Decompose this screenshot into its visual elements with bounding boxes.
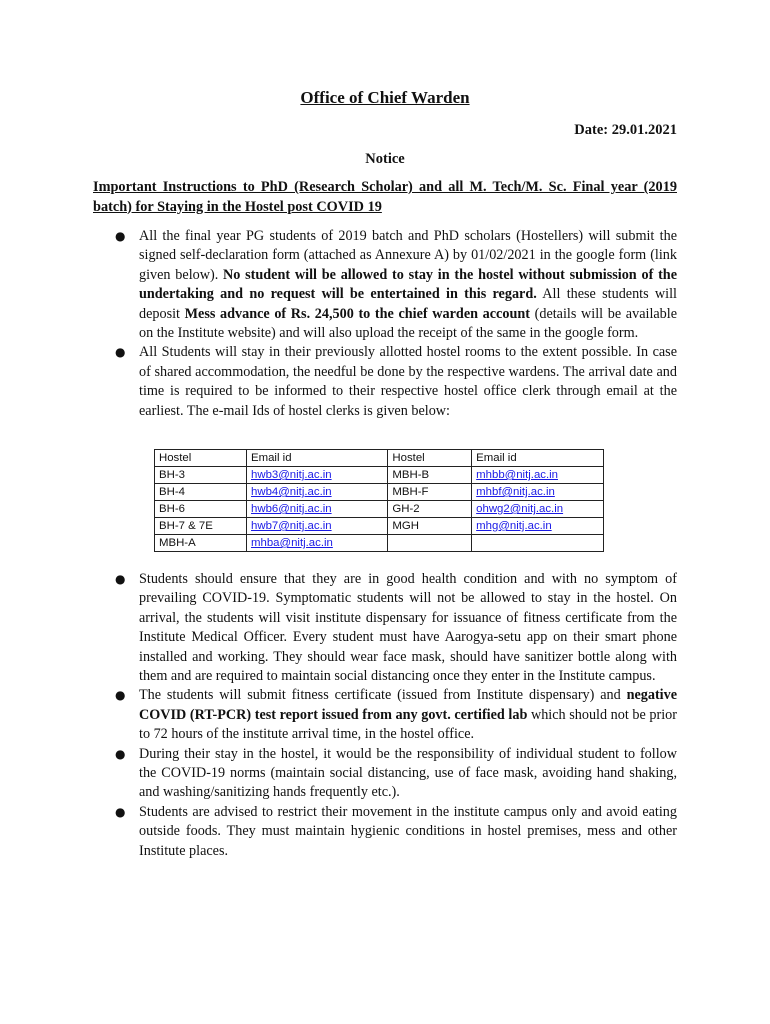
hostel-name: BH-6 [155,501,247,518]
instruction-text: (details will be available on the Institute website) and will also upload the receipt of the same in the google form. [139,305,678,342]
office-title: Office of Chief Warden [300,88,470,107]
instruction-text: All these students will deposit [139,286,677,322]
table-header-cell: Email id [472,450,604,467]
table-row [155,467,604,484]
table-row [155,484,604,501]
instruction-item [93,686,677,744]
table-header-row [155,450,604,467]
hostel-name: MBH-F [388,484,472,501]
instruction-text: During their stay in the hostel, it would be the responsibility of individual student to follow the COVID-19 norms (maintain social distancing, use of face mask, avoiding hand shaking, and washing/sanitizing hands frequently etc.). [139,745,677,801]
table-header-cell: Hostel [388,450,472,467]
bullet-icon: ● [115,746,126,761]
email-link[interactable]: mhbb@nitj.ac.in [476,469,558,481]
email-link[interactable]: hwb7@nitj.ac.in [251,520,332,532]
table-row [155,535,604,552]
hostel-name [388,535,472,552]
notice-heading: Notice [365,151,405,167]
email-link[interactable]: mhg@nitj.ac.in [476,520,552,532]
email-link[interactable]: hwb4@nitj.ac.in [251,486,332,498]
table-header-cell: Email id [247,450,388,467]
instruction-item [93,745,677,803]
email-link[interactable]: mhbf@nitj.ac.in [476,486,555,498]
instruction-text: Students are advised to restrict their movement in the institute campus only and avoid eating outside foods. They must maintain hygienic conditions in hostel premises, mess and other Institute places. [139,803,677,859]
email-link[interactable]: mhba@nitj.ac.in [251,537,333,549]
hostel-name: BH-4 [155,484,247,501]
bullet-icon: ● [115,345,126,360]
bullet-icon: ● [115,804,126,819]
email-link[interactable]: ohwg2@nitj.ac.in [476,503,564,515]
instruction-item [93,227,677,343]
table-row [155,518,604,535]
instruction-text: All Students will stay in their previously allotted hostel rooms to the extent possible. In case of shared accommodation, the needful be done by the respective wardens. The arrival date and time is required to be informed to their respective hostel office clerk through email at the earliest. The e-mail Ids of hostel clerks is given below: [139,344,677,419]
hostel-name: BH-7 & 7E [155,518,247,535]
notice-subject: Important Instructions to PhD (Research Scholar) and all M. Tech/M. Sc. Final year (2019 batch) for Staying in the Hostel post COVID 19 [93,179,677,215]
instruction-text: The students will submit fitness certificate (issued from Institute dispensary) and [139,687,627,704]
hostel-name: BH-3 [155,467,247,484]
empty-cell [472,535,604,552]
instruction-emphasis: Mess advance of Rs. 24,500 to the chief warden account [184,305,530,322]
bullet-icon: ● [115,572,126,586]
notice-date: Date: 29.01.2021 [574,122,677,138]
hostel-name: MGH [388,518,472,535]
hostel-email-table [154,449,604,552]
email-link[interactable]: hwb3@nitj.ac.in [251,469,332,481]
instruction-item [93,570,677,686]
email-link[interactable]: hwb6@nitj.ac.in [251,503,332,515]
instruction-text: All the final year PG students of 2019 batch and PhD scholars (Hostellers) will submit the signed self-declaration form (attached as Annexure A) by 01/02/2021 in the google form (link given below). [139,228,677,283]
instruction-item [93,343,677,421]
instruction-emphasis: No student will be allowed to stay in the hostel without submission of the undertaking and no request will be entertained in this regard. [139,266,677,303]
hostel-name: MBH-A [155,535,247,552]
instruction-emphasis: negative COVID (RT-PCR) test report issued from any govt. certified lab [139,687,677,723]
instruction-item [93,803,677,861]
instruction-text: Students should ensure that they are in good health condition and with no symptom of prevailing COVID-19. Symptomatic students will not be allowed to stay in the hostel. On arrival, the students will visit institute dispensary for issuance of fitness certificate from the Institute Medical Officer. Every student must have Aarogya-setu app on their smart phone installed and working. They should wear face mask, should have sanitizer bottle along with them and are required to maintain social distancing once they enter in the Institute campus. [139,571,677,685]
table-header-cell: Hostel [155,450,247,467]
hostel-name: GH-2 [388,501,472,518]
table-row [155,501,604,518]
bullet-icon: ● [115,688,126,703]
instruction-list-bottom [93,570,677,861]
hostel-name: MBH-B [388,467,472,484]
bullet-icon: ● [115,229,126,243]
instruction-text: which should not be prior to 72 hours of the institute arrival time, in the hostel office. [139,706,677,743]
instruction-list-top [93,227,677,421]
